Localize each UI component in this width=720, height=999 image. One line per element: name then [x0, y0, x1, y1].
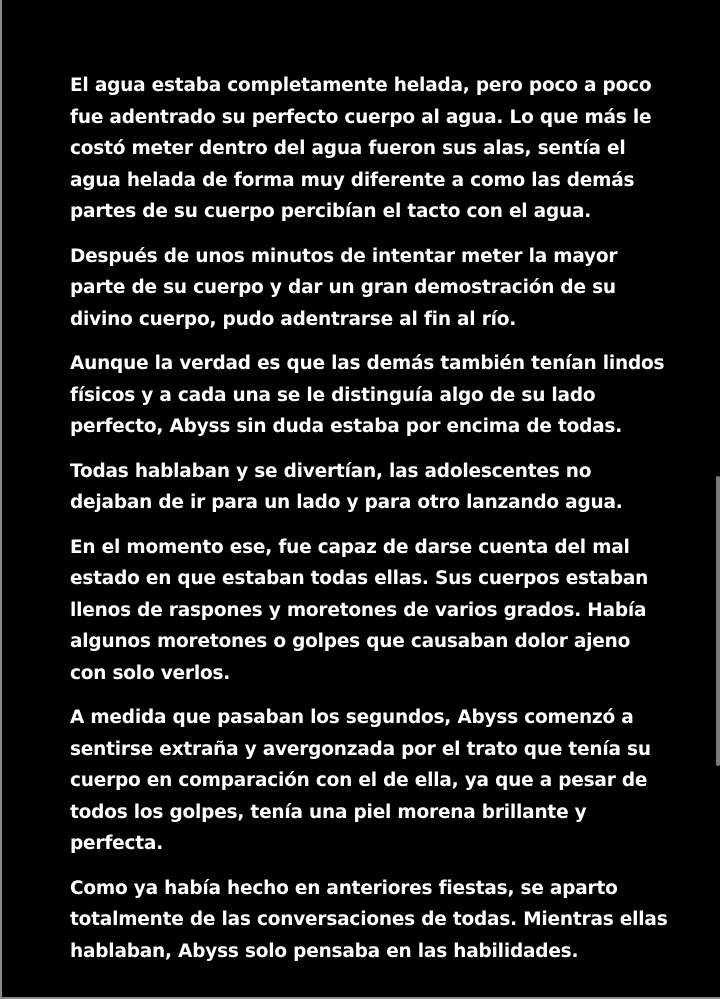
- vertical-scrollbar[interactable]: [716, 476, 720, 766]
- paragraph-5: En el momento ese, fue capaz de darse cuenta del mal estado en que estaban todas ellas. Sus cuerpos estaban llenos de raspones y moretones de varios grados. Había algunos moretones o golpes que causaban dolor ajeno con solo verlos.: [70, 536, 649, 684]
- paragraph-2: Después de unos minutos de intentar meter la mayor parte de su cuerpo y dar un gran demostración de su divino cuerpo, pudo adentrarse al fin al río.: [70, 245, 618, 330]
- document-body: [70, 70, 670, 980]
- paragraph-1: El agua estaba completamente helada, pero poco a poco fue adentrado su perfecto cuerpo al agua. Lo que más le costó meter dentro del agua fueron sus alas, sentía el agua helada de forma muy diferente a como las demás partes de su cuerpo percibían el tacto con el agua.: [70, 75, 652, 222]
- paragraph-7: Como ya había hecho en anteriores fiestas, se aparto totalmente de las conversaciones de todas. Mientras ellas hablaban, Abyss solo pensaba en las habilidades.: [70, 877, 668, 962]
- paragraph-3: Aunque la verdad es que las demás también tenían lindos físicos y a cada una se le distinguía algo de su lado perfecto, Abyss sin duda estaba por encima de todas.: [70, 353, 665, 437]
- paragraph-4: Todas hablaban y se divertían, las adolescentes no dejaban de ir para un lado y para otro lanzando agua.: [70, 460, 623, 513]
- paragraph-6: A medida que pasaban los segundos, Abyss comenzó a sentirse extraña y avergonzada por el trato que tenía su cuerpo en comparación con el de ella, ya que a pesar de todos los golpes, tenía una piel morena brillante y perfecta.: [70, 707, 651, 854]
